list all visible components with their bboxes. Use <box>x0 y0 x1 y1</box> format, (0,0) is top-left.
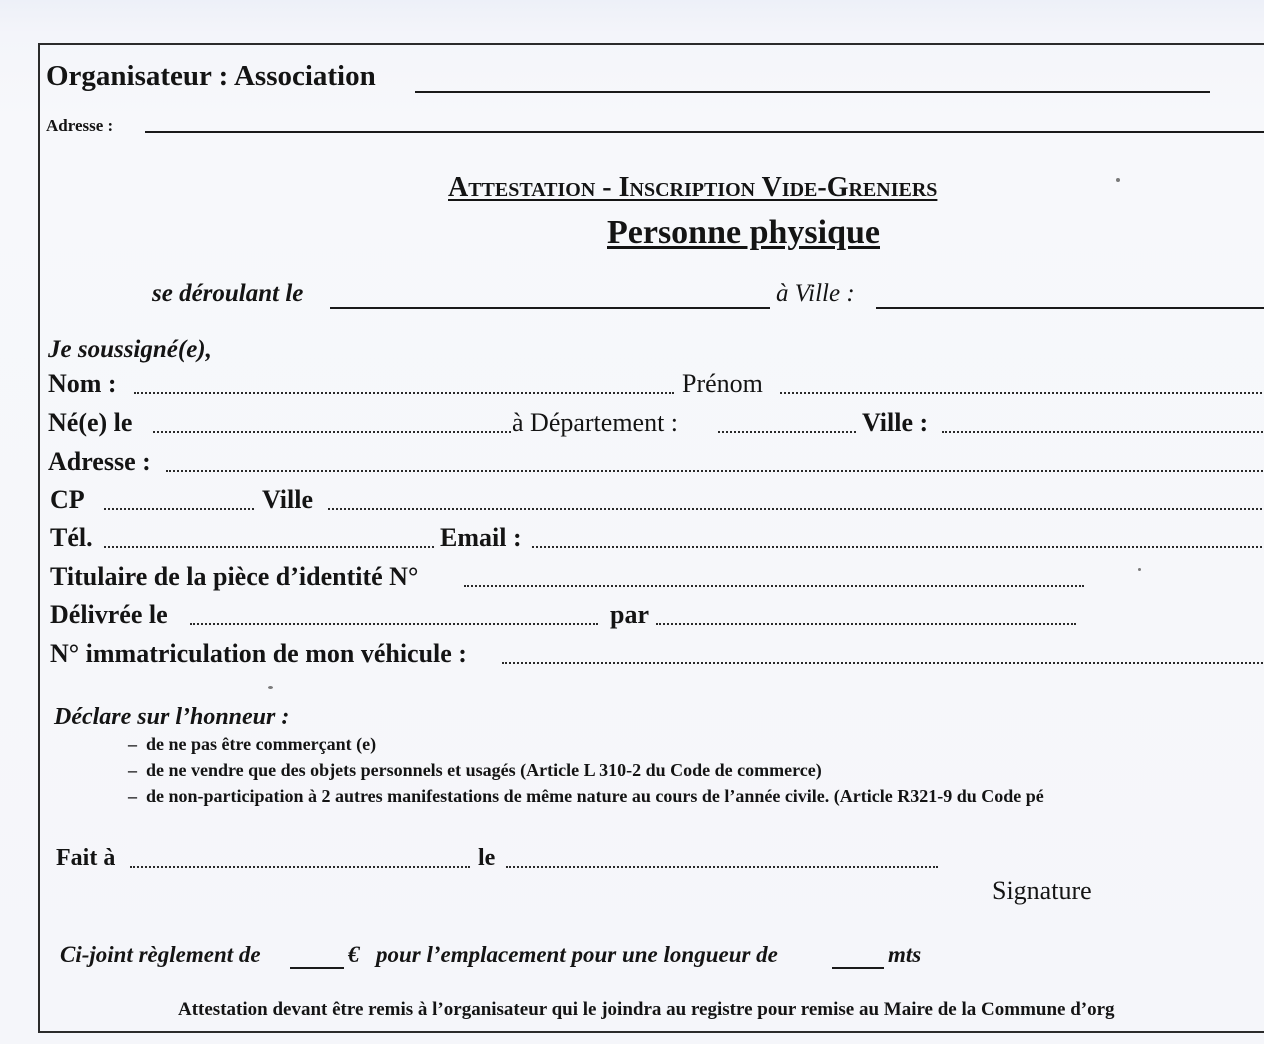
prenom-field[interactable] <box>780 392 1264 394</box>
fait-a-label: Fait à <box>56 845 116 871</box>
nom-label: Nom : <box>48 369 117 398</box>
title-attestation: Attestation - Inscription Vide-Greniers <box>448 172 938 203</box>
mts-unit: mts <box>888 942 922 967</box>
immatriculation-label: N° immatriculation de mon véhicule : <box>50 639 467 668</box>
piece-identite-field[interactable] <box>464 585 1084 587</box>
ville-field[interactable] <box>328 508 1264 510</box>
a-ville-label: à Ville : <box>776 280 855 307</box>
par-label: par <box>610 600 649 629</box>
piece-identite-label: Titulaire de la pièce d’identité N° <box>50 562 419 591</box>
tel-field[interactable] <box>104 546 434 548</box>
signature-label: Signature <box>992 876 1092 905</box>
longueur-field[interactable] <box>832 967 884 969</box>
organisateur-field[interactable] <box>415 91 1210 93</box>
je-soussigne-label: Je soussigné(e), <box>48 336 212 363</box>
nom-field[interactable] <box>134 392 674 394</box>
declaration-item: – de ne pas être commerçant (e) <box>128 734 377 754</box>
reglement-label: Ci-joint règlement de <box>60 942 261 967</box>
ne-le-field[interactable] <box>153 431 511 433</box>
date-event-field[interactable] <box>330 307 770 309</box>
title-personne-physique: Personne physique <box>607 214 880 251</box>
scan-speck <box>1138 568 1141 571</box>
par-field[interactable] <box>656 623 1076 625</box>
adresse-header-label: Adresse : <box>46 116 114 135</box>
departement-field[interactable] <box>718 431 856 433</box>
fait-a-field[interactable] <box>130 866 470 868</box>
se-deroulant-label: se déroulant le <box>152 280 304 307</box>
immatriculation-field[interactable] <box>502 662 1264 664</box>
tel-label: Tél. <box>50 523 93 552</box>
ville-label: Ville <box>262 485 314 514</box>
scan-speck <box>268 686 273 689</box>
a-departement-label: à Département : <box>512 408 679 437</box>
ne-le-label: Né(e) le <box>48 408 133 437</box>
email-label: Email : <box>440 523 522 552</box>
ville-naissance-label: Ville : <box>862 408 929 437</box>
adresse-label: Adresse : <box>48 447 151 476</box>
cp-label: CP <box>50 485 85 514</box>
adresse-field[interactable] <box>166 470 1264 472</box>
declaration-item: – de ne vendre que des objets personnels et usagés (Article L 310-2 du Code de commerce) <box>128 760 822 780</box>
le-date-field[interactable] <box>506 866 938 868</box>
cp-field[interactable] <box>104 508 254 510</box>
reglement-amount-field[interactable] <box>290 967 344 969</box>
declaration-item-text: de non-participation à 2 autres manifestations de même nature au cours de l’année civile. (Article R321-9 du Code pé <box>146 786 1044 806</box>
euro-symbol: € <box>348 942 360 967</box>
declare-honneur-label: Déclare sur l’honneur : <box>54 704 290 730</box>
organisateur-label: Organisateur : Association <box>46 60 376 92</box>
scan-speck <box>1116 178 1120 182</box>
declaration-item-text: de ne pas être commerçant (e) <box>146 734 377 754</box>
prenom-label: Prénom <box>682 369 763 398</box>
delivree-le-label: Délivrée le <box>50 600 168 629</box>
declaration-item-text: de ne vendre que des objets personnels et usagés (Article L 310-2 du Code de commerce) <box>146 760 822 780</box>
declaration-item: – de non-participation à 2 autres manifestations de même nature au cours de l’année civile. (Article R321-9 du Code pé <box>128 786 1044 806</box>
email-field[interactable] <box>532 546 1264 548</box>
le-label: le <box>478 845 496 871</box>
adresse-header-field[interactable] <box>145 131 1264 133</box>
ville-naissance-field[interactable] <box>942 431 1264 433</box>
delivree-le-field[interactable] <box>190 623 598 625</box>
emplacement-label: pour l’emplacement pour une longueur de <box>376 942 778 967</box>
footer-note: Attestation devant être remis à l’organisateur qui le joindra au registre pour remise au Maire de la Commune d’org <box>178 999 1115 1020</box>
ville-event-field[interactable] <box>876 307 1264 309</box>
